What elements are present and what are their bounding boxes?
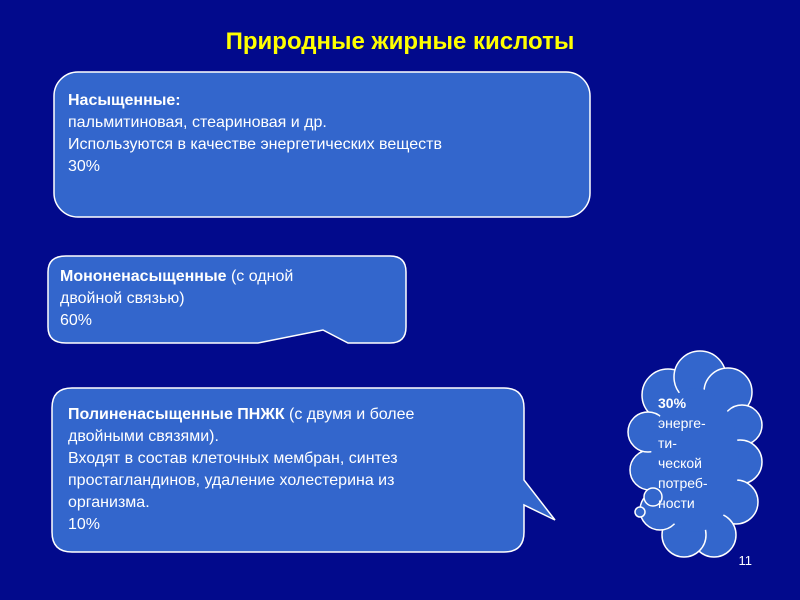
cloud-line-2: ти- (658, 435, 677, 451)
saturated-line-1: пальмитиновая, стеариновая и др. (68, 114, 327, 131)
monounsaturated-percent: 60% (60, 312, 93, 329)
monounsaturated-line-1: двойной связью) (60, 290, 185, 307)
saturated-line-2: Используются в качестве энергетических веществ (68, 136, 442, 153)
cloud-line-5: ности (658, 495, 695, 511)
polyunsaturated-line-4: организма. (68, 494, 150, 511)
monounsaturated-heading: Мононенасыщенные (60, 268, 227, 285)
page-number: 11 (738, 553, 752, 568)
monounsaturated-box-text (60, 266, 293, 332)
saturated-box-text (68, 90, 442, 178)
polyunsaturated-heading: Полиненасыщенные ПНЖК (68, 406, 285, 423)
polyunsaturated-line-2: Входят в состав клеточных мембран, синтез (68, 450, 398, 467)
slide-title: Природные жирные кислоты (225, 28, 575, 55)
cloud-percent: 30% (658, 395, 687, 411)
saturated-percent: 30% (68, 158, 101, 175)
polyunsaturated-heading-rest: (с двумя и более (284, 406, 415, 423)
polyunsaturated-line-1: двойными связями). (68, 428, 219, 445)
cloud-text (658, 393, 708, 513)
polyunsaturated-box-text (68, 404, 414, 536)
monounsaturated-heading-rest: (с одной (226, 268, 294, 285)
polyunsaturated-line-3: простагландинов, удаление холестерина из (68, 472, 395, 489)
cloud-line-3: ческой (658, 455, 702, 471)
cloud-line-1: энерге- (658, 415, 706, 431)
polyunsaturated-percent: 10% (68, 516, 101, 533)
cloud-line-4: потреб- (658, 475, 708, 491)
cloud-tail-bubble-small (635, 507, 645, 517)
saturated-heading: Насыщенные: (68, 92, 181, 109)
